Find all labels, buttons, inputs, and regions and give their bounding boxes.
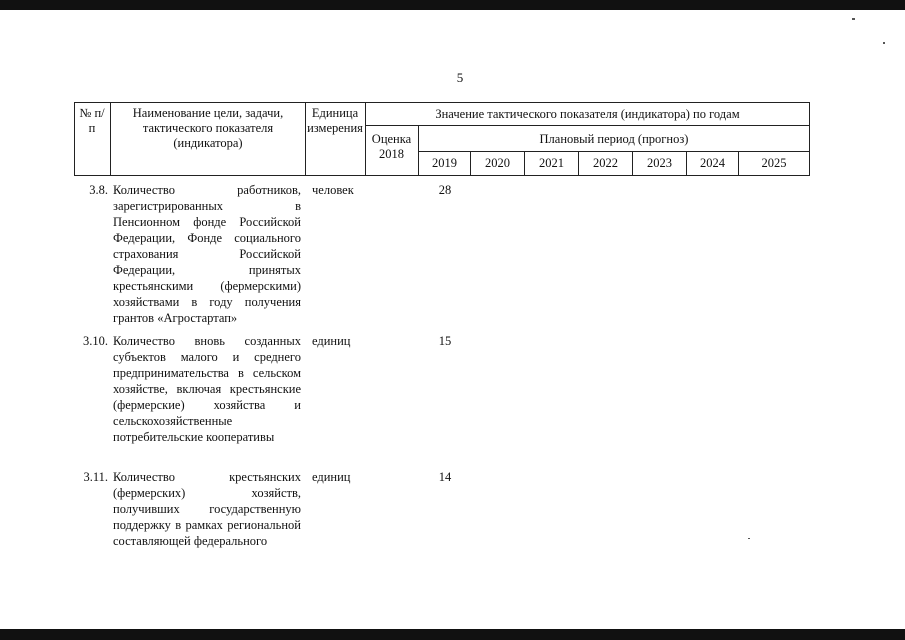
- header-bottom-border: [74, 175, 810, 176]
- row-unit: единиц: [312, 470, 351, 484]
- row-number: 3.8.: [89, 183, 108, 197]
- scan-speck: [748, 538, 750, 539]
- header-year: 2023: [647, 156, 672, 170]
- header-year: 2021: [539, 156, 564, 170]
- row-indicator-name: Количество вновь созданных субъектов малого и среднего предпринимательства в сельском хозяйстве, включая крестьянские (фермерские) хозяйства и сельскохозяйственные потребительские кооперативы: [113, 334, 301, 444]
- header-year: 2019: [432, 156, 457, 170]
- header-name: Наименование цели, задачи, тактического показателя (индикатора): [132, 106, 284, 150]
- header-right-border: [809, 102, 810, 176]
- header-unit: Единица измерения: [307, 106, 363, 135]
- header-top-border: [74, 102, 810, 103]
- header-year: 2022: [593, 156, 618, 170]
- header-values-divider: [365, 125, 810, 126]
- row-unit: человек: [312, 183, 354, 197]
- row-value-2019: 15: [438, 334, 452, 348]
- row-unit: единиц: [312, 334, 351, 348]
- header-left-border: [74, 102, 75, 176]
- header-col-divider: [110, 102, 111, 176]
- row-indicator-name: Количество работников, зарегистрированных в Пенсионном фонде Российской Федерации, Фонде социального страхования Российской Федерации, принятых крестьянскими (фермерскими) хозяйствами в году получения грантов «Агростартап»: [113, 183, 301, 325]
- scan-speck: [883, 42, 885, 44]
- row-value-2019: 14: [438, 470, 452, 484]
- scan-border-top: [0, 0, 905, 10]
- row-value-2019: 28: [438, 183, 452, 197]
- row-indicator-name: Количество крестьянских (фермерских) хозяйств, получивших государственную поддержку в рамках региональной составляющей федерального: [113, 470, 301, 548]
- scan-speck: [852, 18, 855, 20]
- header-plan-period: Плановый период (прогноз): [539, 132, 689, 146]
- header-year: 2025: [761, 156, 787, 170]
- row-number: 3.11.: [83, 470, 108, 484]
- header-values-group: Значение тактического показателя (индикатора) по годам: [435, 107, 740, 121]
- row-number: 3.10.: [83, 334, 108, 348]
- header-year: 2020: [485, 156, 510, 170]
- header-year: 2024: [700, 156, 725, 170]
- header-plan-divider: [418, 151, 810, 152]
- page-number: 5: [456, 70, 464, 85]
- header-estimate: Оценка 2018: [371, 132, 412, 161]
- header-num: № п/п: [79, 106, 105, 135]
- scan-border-bottom: [0, 629, 905, 640]
